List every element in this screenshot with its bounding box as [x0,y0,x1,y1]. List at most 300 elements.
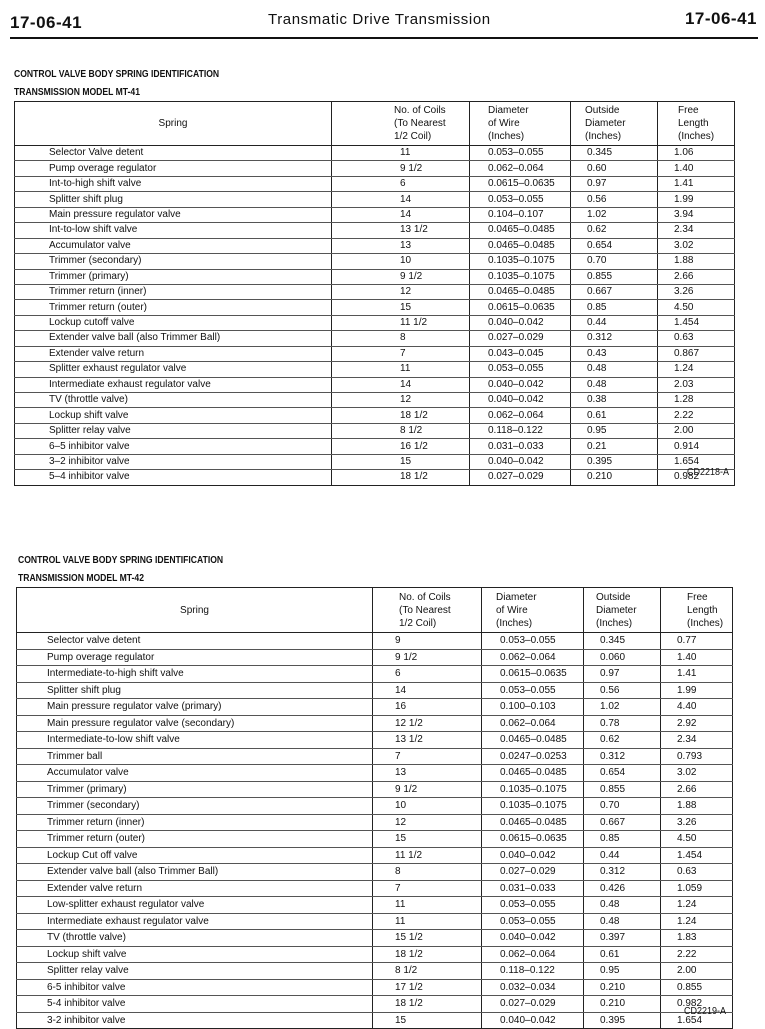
outside-diameter: 0.48 [571,377,658,392]
coil-count: 15 [332,454,470,469]
free-length: 1.41 [661,666,733,683]
table-row [17,831,733,848]
wire-diameter: 0.027–0.029 [470,331,571,346]
wire-diameter: 0.053–0.055 [470,362,571,377]
outside-diameter: 0.855 [571,269,658,284]
table-row [15,331,735,346]
coil-count: 17 1/2 [373,979,482,996]
outside-diameter: 0.97 [584,666,661,683]
outside-diameter: 0.43 [571,346,658,361]
outside-diameter: 0.426 [584,880,661,897]
wire-diameter: 0.0615–0.0635 [482,831,584,848]
column-header-outside-diameter: Outside Diameter (Inches) [584,588,661,633]
spring-name: Pump overage regulator [15,161,332,176]
outside-diameter: 0.21 [571,439,658,454]
wire-diameter: 0.053–0.055 [482,682,584,699]
coil-count: 13 1/2 [332,223,470,238]
free-length: 1.059 [661,880,733,897]
free-length: 2.92 [661,715,733,732]
table-1-caption [14,66,219,102]
spring-name: 6-5 inhibitor valve [17,979,373,996]
spring-name: Trimmer ball [17,748,373,765]
outside-diameter: 0.654 [571,238,658,253]
free-length: 2.66 [658,269,735,284]
page-title: Transmatic Drive Transmission [268,11,491,28]
free-length: 0.793 [661,748,733,765]
column-header-free-length: Free Length (Inches) [658,102,735,146]
wire-diameter: 0.032–0.034 [482,979,584,996]
wire-diameter: 0.040–0.042 [470,393,571,408]
table-2-caption [18,552,223,588]
outside-diameter: 0.667 [584,814,661,831]
free-length: 0.77 [661,633,733,650]
coil-count: 12 1/2 [373,715,482,732]
spring-name: Trimmer (secondary) [17,798,373,815]
table-row [15,238,735,253]
spring-name: Extender valve ball (also Trimmer Ball) [17,864,373,881]
free-length: 1.24 [661,897,733,914]
spring-name: Trimmer (secondary) [15,254,332,269]
outside-diameter: 0.70 [571,254,658,269]
outside-diameter: 0.85 [584,831,661,848]
table-row [17,781,733,798]
table-row [17,913,733,930]
spring-name: Trimmer return (outer) [15,300,332,315]
spring-name: 5-4 inhibitor valve [17,996,373,1013]
outside-diameter: 0.48 [571,362,658,377]
free-length: 0.982 [658,470,735,485]
coil-count: 15 [332,300,470,315]
wire-diameter: 0.043–0.045 [470,346,571,361]
wire-diameter: 0.100–0.103 [482,699,584,716]
wire-diameter: 0.031–0.033 [482,880,584,897]
spring-name: Intermediate-to-low shift valve [17,732,373,749]
outside-diameter: 0.61 [571,408,658,423]
wire-diameter: 0.053–0.055 [482,913,584,930]
column-header-wire-diameter: Diameter of Wire (Inches) [470,102,571,146]
spring-name: Main pressure regulator valve (secondary) [17,715,373,732]
table-2-caption-line1: CONTROL VALVE BODY SPRING IDENTIFICATION [18,555,224,566]
wire-diameter: 0.053–0.055 [470,192,571,207]
free-length: 1.40 [658,161,735,176]
coil-count: 15 1/2 [373,930,482,947]
spring-name: Selector valve detent [17,633,373,650]
table-1-caption-line1: CONTROL VALVE BODY SPRING IDENTIFICATION [14,69,220,80]
outside-diameter: 0.210 [584,979,661,996]
outside-diameter: 0.97 [571,176,658,191]
outside-diameter: 0.654 [584,765,661,782]
spring-name: Extender valve return [15,346,332,361]
table-row [15,161,735,176]
coil-count: 12 [373,814,482,831]
outside-diameter: 0.210 [584,996,661,1013]
wire-diameter: 0.118–0.122 [470,423,571,438]
outside-diameter: 1.02 [571,207,658,222]
column-header-coils: No. of Coils (To Nearest 1/2 Coil) [332,102,470,146]
wire-diameter: 0.0465–0.0485 [470,238,571,253]
free-length: 4.50 [658,300,735,315]
free-length: 1.40 [661,649,733,666]
table-row [17,633,733,650]
outside-diameter: 0.345 [571,146,658,161]
coil-count: 9 1/2 [373,781,482,798]
outside-diameter: 0.56 [584,682,661,699]
table-1-caption-line2: TRANSMISSION MODEL MT-41 [14,87,140,98]
coil-count: 13 [332,238,470,253]
table-row [15,470,735,485]
wire-diameter: 0.062–0.064 [482,715,584,732]
table-row [15,146,735,161]
table-row [17,748,733,765]
outside-diameter: 0.855 [584,781,661,798]
table-row [15,254,735,269]
coil-count: 16 1/2 [332,439,470,454]
free-length: 2.22 [658,408,735,423]
spring-name: Intermediate-to-high shift valve [17,666,373,683]
column-header-outside-diameter: Outside Diameter (Inches) [571,102,658,146]
wire-diameter: 0.1035–0.1075 [482,798,584,815]
free-length: 2.03 [658,377,735,392]
table-row [17,996,733,1013]
table-2-caption-line2: TRANSMISSION MODEL MT-42 [18,573,144,584]
coil-count: 7 [373,748,482,765]
free-length: 1.454 [661,847,733,864]
free-length: 3.02 [658,238,735,253]
spring-table-mt42 [16,587,733,1029]
table-row [17,798,733,815]
spring-name: Accumulator valve [15,238,332,253]
table-row [15,454,735,469]
free-length: 0.63 [661,864,733,881]
outside-diameter: 0.312 [584,748,661,765]
table-row [15,192,735,207]
table-row [15,176,735,191]
column-header-coils: No. of Coils (To Nearest 1/2 Coil) [373,588,482,633]
spring-name: Trimmer return (inner) [15,284,332,299]
coil-count: 14 [373,682,482,699]
wire-diameter: 0.053–0.055 [482,633,584,650]
spring-name: 5–4 inhibitor valve [15,470,332,485]
outside-diameter: 1.02 [584,699,661,716]
coil-count: 18 1/2 [373,946,482,963]
wire-diameter: 0.0465–0.0485 [470,284,571,299]
free-length: 1.24 [658,362,735,377]
coil-count: 14 [332,377,470,392]
coil-count: 10 [373,798,482,815]
free-length: 4.50 [661,831,733,848]
coil-count: 6 [332,176,470,191]
wire-diameter: 0.0615–0.0635 [470,300,571,315]
spring-name: 6–5 inhibitor valve [15,439,332,454]
outside-diameter: 0.70 [584,798,661,815]
table-row [17,682,733,699]
free-length: 1.654 [658,454,735,469]
wire-diameter: 0.0247–0.0253 [482,748,584,765]
spring-name: Lockup shift valve [15,408,332,423]
spring-name: Splitter exhaust regulator valve [15,362,332,377]
column-header-free-length: Free Length (Inches) [661,588,733,633]
free-length: 3.26 [661,814,733,831]
figure-code-2: CD2219-A [684,1006,727,1017]
free-length: 3.94 [658,207,735,222]
spring-name: Intermediate exhaust regulator valve [15,377,332,392]
spring-name: Extender valve ball (also Trimmer Ball) [15,331,332,346]
wire-diameter: 0.062–0.064 [482,946,584,963]
outside-diameter: 0.95 [584,963,661,980]
coil-count: 8 1/2 [373,963,482,980]
table-row [15,315,735,330]
coil-count: 8 [373,864,482,881]
free-length: 2.34 [661,732,733,749]
outside-diameter: 0.312 [584,864,661,881]
spring-name: Splitter relay valve [17,963,373,980]
free-length: 3.02 [661,765,733,782]
column-header-spring: Spring [17,588,373,633]
outside-diameter: 0.345 [584,633,661,650]
free-length: 0.63 [658,331,735,346]
table-row [17,649,733,666]
table-row [15,362,735,377]
wire-diameter: 0.040–0.042 [470,315,571,330]
coil-count: 7 [332,346,470,361]
spring-name: Main pressure regulator valve (primary) [17,699,373,716]
table-row [15,393,735,408]
spring-name: Pump overage regulator [17,649,373,666]
free-length: 1.88 [661,798,733,815]
table-row [15,439,735,454]
free-length: 1.06 [658,146,735,161]
free-length: 1.28 [658,393,735,408]
coil-count: 11 1/2 [373,847,482,864]
coil-count: 14 [332,207,470,222]
page-number-right: 17-06-41 [684,9,757,28]
free-length: 3.26 [658,284,735,299]
outside-diameter: 0.312 [571,331,658,346]
wire-diameter: 0.1035–0.1075 [482,781,584,798]
spring-name: Int-to-high shift valve [15,176,332,191]
coil-count: 18 1/2 [373,996,482,1013]
table-row [17,963,733,980]
outside-diameter: 0.44 [571,315,658,330]
outside-diameter: 0.44 [584,847,661,864]
free-length: 2.00 [658,423,735,438]
wire-diameter: 0.053–0.055 [470,146,571,161]
table-row [17,1012,733,1029]
spring-name: Trimmer return (inner) [17,814,373,831]
outside-diameter: 0.85 [571,300,658,315]
wire-diameter: 0.118–0.122 [482,963,584,980]
coil-count: 18 1/2 [332,470,470,485]
coil-count: 6 [373,666,482,683]
spring-name: Splitter shift plug [17,682,373,699]
free-length: 1.99 [661,682,733,699]
free-length: 2.34 [658,223,735,238]
free-length: 2.22 [661,946,733,963]
free-length: 1.83 [661,930,733,947]
outside-diameter: 0.48 [584,897,661,914]
outside-diameter: 0.56 [571,192,658,207]
coil-count: 11 [332,362,470,377]
table-row [17,897,733,914]
coil-count: 10 [332,254,470,269]
table-row [15,223,735,238]
spring-name: 3–2 inhibitor valve [15,454,332,469]
table-row [17,666,733,683]
outside-diameter: 0.667 [571,284,658,299]
outside-diameter: 0.78 [584,715,661,732]
spring-name: Lockup shift valve [17,946,373,963]
free-length: 1.88 [658,254,735,269]
spring-name: Trimmer (primary) [17,781,373,798]
wire-diameter: 0.0465–0.0485 [482,732,584,749]
wire-diameter: 0.0465–0.0485 [482,765,584,782]
page-number-left: 17-06-41 [10,13,83,32]
wire-diameter: 0.062–0.064 [482,649,584,666]
coil-count: 14 [332,192,470,207]
table-row [17,699,733,716]
spring-name: Lockup Cut off valve [17,847,373,864]
table-row [17,732,733,749]
outside-diameter: 0.60 [571,161,658,176]
spring-name: Intermediate exhaust regulator valve [17,913,373,930]
free-length: 0.855 [661,979,733,996]
wire-diameter: 0.1035–0.1075 [470,254,571,269]
wire-diameter: 0.027–0.029 [482,864,584,881]
wire-diameter: 0.027–0.029 [482,996,584,1013]
wire-diameter: 0.040–0.042 [470,454,571,469]
wire-diameter: 0.040–0.042 [470,377,571,392]
coil-count: 13 1/2 [373,732,482,749]
spring-name: Selector Valve detent [15,146,332,161]
coil-count: 18 1/2 [332,408,470,423]
wire-diameter: 0.062–0.064 [470,408,571,423]
free-length: 1.99 [658,192,735,207]
free-length: 1.454 [658,315,735,330]
table-row [17,880,733,897]
outside-diameter: 0.95 [571,423,658,438]
table-row [17,979,733,996]
table-row [17,715,733,732]
spring-name: Lockup cutoff valve [15,315,332,330]
spring-name: Main pressure regulator valve [15,207,332,222]
header-rule [10,37,758,39]
coil-count: 15 [373,831,482,848]
wire-diameter: 0.0465–0.0485 [470,223,571,238]
outside-diameter: 0.395 [571,454,658,469]
table-row [15,284,735,299]
spring-name: Int-to-low shift valve [15,223,332,238]
outside-diameter: 0.48 [584,913,661,930]
table-row [15,408,735,423]
free-length: 2.66 [661,781,733,798]
wire-diameter: 0.1035–0.1075 [470,269,571,284]
free-length: 1.24 [661,913,733,930]
coil-count: 13 [373,765,482,782]
coil-count: 9 1/2 [373,649,482,666]
spring-name: Extender valve return [17,880,373,897]
wire-diameter: 0.027–0.029 [470,470,571,485]
outside-diameter: 0.060 [584,649,661,666]
wire-diameter: 0.040–0.042 [482,847,584,864]
column-header-spring: Spring [15,102,332,146]
coil-count: 8 [332,331,470,346]
wire-diameter: 0.040–0.042 [482,1012,584,1029]
spring-table-mt41 [14,101,735,486]
page-header [0,0,765,40]
outside-diameter: 0.62 [571,223,658,238]
coil-count: 8 1/2 [332,423,470,438]
spring-name: Accumulator valve [17,765,373,782]
spring-name: Trimmer return (outer) [17,831,373,848]
table-row [15,207,735,222]
table-row [15,300,735,315]
wire-diameter: 0.053–0.055 [482,897,584,914]
spring-name: Low-splitter exhaust regulator valve [17,897,373,914]
wire-diameter: 0.031–0.033 [470,439,571,454]
coil-count: 11 [373,897,482,914]
spring-name: 3-2 inhibitor valve [17,1012,373,1029]
table-row [15,269,735,284]
column-header-wire-diameter: Diameter of Wire (Inches) [482,588,584,633]
table-row [17,765,733,782]
coil-count: 9 [373,633,482,650]
table-row [17,864,733,881]
spring-name: TV (throttle valve) [15,393,332,408]
figure-code-1: CD2218-A [687,467,730,478]
table-row [17,946,733,963]
coil-count: 12 [332,393,470,408]
free-length: 4.40 [661,699,733,716]
coil-count: 11 [332,146,470,161]
wire-diameter: 0.062–0.064 [470,161,571,176]
coil-count: 12 [332,284,470,299]
coil-count: 15 [373,1012,482,1029]
table-row [17,847,733,864]
coil-count: 9 1/2 [332,269,470,284]
coil-count: 11 1/2 [332,315,470,330]
table-row [17,930,733,947]
wire-diameter: 0.104–0.107 [470,207,571,222]
wire-diameter: 0.040–0.042 [482,930,584,947]
free-length: 1.654 [661,1012,733,1029]
table-row [15,423,735,438]
outside-diameter: 0.61 [584,946,661,963]
table-row [15,377,735,392]
coil-count: 9 1/2 [332,161,470,176]
outside-diameter: 0.62 [584,732,661,749]
spring-name: Splitter relay valve [15,423,332,438]
free-length: 1.41 [658,176,735,191]
coil-count: 11 [373,913,482,930]
outside-diameter: 0.397 [584,930,661,947]
free-length: 0.914 [658,439,735,454]
spring-name: Splitter shift plug [15,192,332,207]
free-length: 0.982 [661,996,733,1013]
coil-count: 16 [373,699,482,716]
coil-count: 7 [373,880,482,897]
wire-diameter: 0.0615–0.0635 [470,176,571,191]
table-row [15,346,735,361]
outside-diameter: 0.395 [584,1012,661,1029]
table-row [17,814,733,831]
spring-name: Trimmer (primary) [15,269,332,284]
outside-diameter: 0.210 [571,470,658,485]
wire-diameter: 0.0465–0.0485 [482,814,584,831]
spring-name: TV (throttle valve) [17,930,373,947]
free-length: 2.00 [661,963,733,980]
free-length: 0.867 [658,346,735,361]
wire-diameter: 0.0615–0.0635 [482,666,584,683]
